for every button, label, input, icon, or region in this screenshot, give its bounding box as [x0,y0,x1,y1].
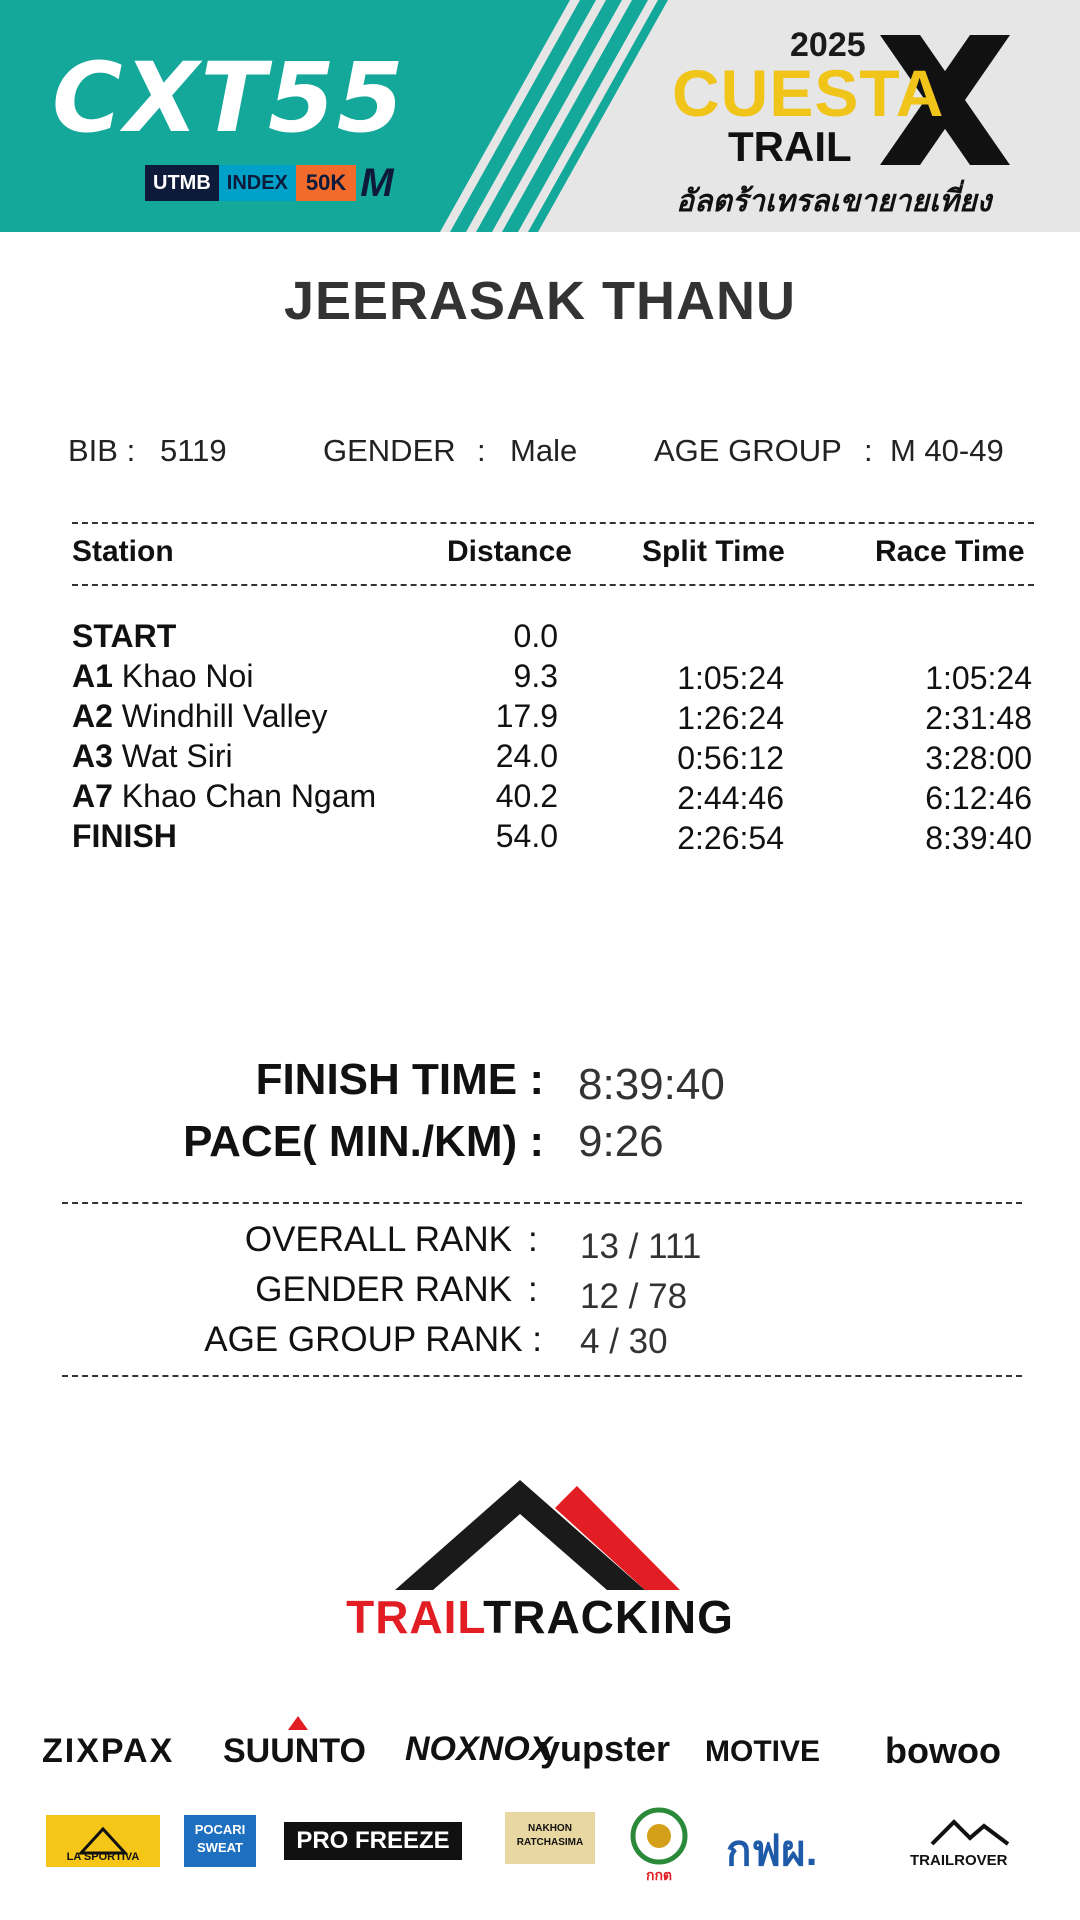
utmb-index-badge [145,160,394,205]
split-time-header: Split Time [642,535,785,568]
gender-value: Male [510,433,578,468]
bib-label: BIB : [68,433,136,468]
table-row [72,658,253,695]
sponsor-noxnox: NOXNOX [405,1730,553,1768]
runner-name: JEERASAK THANU [283,271,797,331]
table-row [72,698,328,735]
age-group-separator: : [864,433,873,468]
distance-header: Distance [446,535,572,568]
overall-rank-label: OVERALL RANK [244,1220,512,1259]
race-time-cell: 3:28:00 [925,740,1032,776]
divider-ranks-top [62,1202,1022,1204]
distance-cell: 9.3 [513,658,558,694]
station-code: START [72,618,177,654]
sponsor-nakhon-ratchasima: NAKHON RATCHASIMA [505,1812,595,1864]
split-time-cell: 1:26:24 [677,700,784,736]
pace-label: PACE( MIN./KM) : [183,1117,544,1166]
age-group-label: AGE GROUP [654,433,842,468]
sponsor-suunto: SUUNTO [223,1732,366,1770]
sponsor-motive: MOTIVE [705,1735,821,1768]
pace-value: 9:26 [578,1117,664,1166]
distance-cell: 0.0 [513,618,558,654]
table-row [72,818,177,855]
station-code: A1 [72,658,113,694]
table-row [72,618,176,655]
distance-cell: 17.9 [495,698,558,734]
ect-emblem-icon [628,1805,690,1867]
trailtracking-mountain-icon [395,1478,685,1593]
split-time-cell: 2:26:54 [677,820,784,856]
race-time-cell: 1:05:24 [925,660,1032,696]
sponsor-ect-emblem [628,1805,690,1885]
divider-header [72,584,1034,586]
split-time-cell: 0:56:12 [677,740,784,776]
age-group-rank-value: 4 / 30 [580,1322,668,1361]
divider-top [72,522,1034,524]
age-group-value: M 40-49 [890,433,1004,468]
sponsor-yupster: yupster [540,1728,671,1769]
distance-cell: 24.0 [495,738,558,774]
sponsor-pro-freeze: PRO FREEZE [284,1822,462,1860]
cxt55-logo: CXT55 [52,42,406,154]
la-sportiva-text: LA SPORTIVA [66,1851,140,1863]
sponsor-trailrover: TRAILROVER [910,1852,1008,1869]
gender-separator: : [477,433,486,468]
cuesta-title: CUESTA [672,56,945,130]
gender-rank-value: 12 / 78 [580,1277,688,1316]
finish-time-label: FINISH TIME : [255,1055,544,1104]
age-group-rank-label: AGE GROUP RANK : [204,1320,542,1359]
sponsor-pocari-sweat: POCARI SWEAT [184,1815,256,1867]
sponsor-zixpax: ZIXPAX [42,1732,175,1770]
distance-cell: 54.0 [495,818,558,854]
trailtracking-part2: TRACKING [483,1591,734,1643]
station-name: Khao Noi [121,658,254,694]
gender-rank-separator: : [528,1270,538,1309]
station-name: Wat Siri [121,738,233,774]
station-code: FINISH [72,818,177,854]
m-badge: M [360,160,394,205]
station-name: Khao Chan Ngam [121,778,377,814]
suunto-triangle-icon [288,1716,308,1730]
race-time-header: Race Time [875,535,1025,568]
utmb-badge: UTMB [145,165,219,201]
event-year: 2025 [790,26,866,64]
station-code: A3 [72,738,113,774]
split-time-cell: 1:05:24 [677,660,784,696]
overall-rank-separator: : [528,1220,538,1259]
split-time-cell: 2:44:46 [677,780,784,816]
distance-badge: 50K [296,165,356,201]
distance-cell: 40.2 [495,778,558,814]
trailtracking-part1: TRAIL [346,1591,484,1643]
race-time-cell: 6:12:46 [925,780,1032,816]
sponsor-bowoo: bowoo [885,1730,1001,1771]
event-header [0,0,1080,232]
gender-label: GENDER [323,433,456,468]
index-badge: INDEX [219,165,296,201]
finish-time-value: 8:39:40 [578,1060,725,1109]
bib-value: 5119 [160,433,227,468]
table-row [72,738,233,775]
station-code: A7 [72,778,113,814]
station-header: Station [72,535,174,568]
trailtracking-logo [0,1590,1080,1644]
sponsor-egat: กฟผ. [726,1827,818,1874]
ect-text: กกต [645,1867,673,1883]
table-row [72,778,376,815]
sponsor-la-sportiva [46,1815,160,1867]
race-time-cell: 8:39:40 [925,820,1032,856]
overall-rank-value: 13 / 111 [580,1227,702,1266]
divider-ranks-bottom [62,1375,1022,1377]
station-code: A2 [72,698,113,734]
trailrover-mountain-icon [930,1818,1010,1846]
trail-title: TRAIL [728,123,852,170]
race-time-cell: 2:31:48 [925,700,1032,736]
thai-tagline: อัลตร้าเทรลเขายายเที่ยง [676,185,992,218]
station-name: Windhill Valley [121,698,328,734]
gender-rank-label: GENDER RANK [255,1270,512,1309]
